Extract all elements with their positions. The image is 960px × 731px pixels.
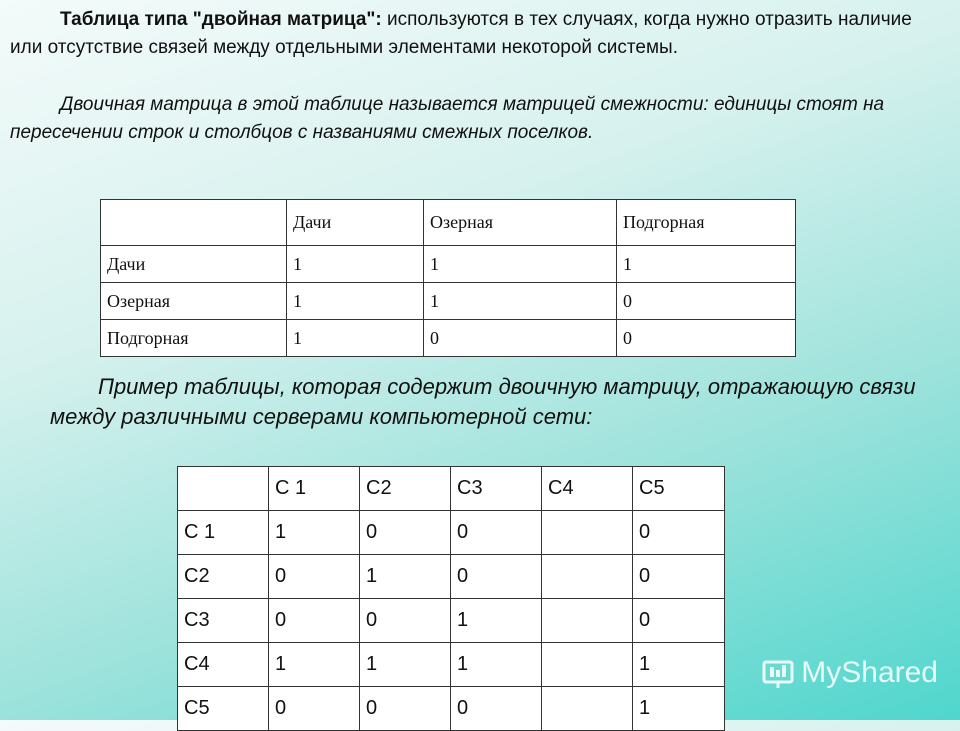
table-header-cell: Дачи [287, 200, 424, 246]
table-cell: 1 [287, 283, 424, 320]
adjacency-explanation-text: Двоичная матрица в этой таблице называется матрицей смежности: единицы стоят на пересечении строк и столбцов с названиями смежных поселков. [10, 94, 885, 143]
table-cell: 0 [451, 555, 542, 599]
table-cell [542, 555, 633, 599]
table-cell: 1 [451, 599, 542, 643]
row-label: С4 [178, 643, 269, 687]
table-cell: 1 [633, 643, 725, 687]
intro-paragraph [10, 6, 940, 62]
table-header-cell: Подгорная [617, 200, 796, 246]
table-header-row [101, 200, 796, 246]
table-header-cell: С5 [633, 467, 725, 511]
table-cell: 1 [269, 643, 360, 687]
adjacency-explanation [10, 91, 940, 147]
row-label: Подгорная [101, 320, 287, 357]
row-label: Озерная [101, 283, 287, 320]
table-cell: 0 [424, 320, 617, 357]
table-header-cell: Озерная [424, 200, 617, 246]
row-label: С2 [178, 555, 269, 599]
table-cell: 0 [451, 511, 542, 555]
table-cell: 0 [633, 511, 725, 555]
table-cell: 0 [269, 599, 360, 643]
table-row [101, 246, 796, 283]
table-header-cell: С 1 [269, 467, 360, 511]
example-text: Пример таблицы, которая содержит двоичную матрицу, отражающую связи между различными серверами компьютерной сети: [50, 374, 916, 429]
example-paragraph [50, 372, 930, 432]
table-cell [542, 687, 633, 731]
table-row [101, 283, 796, 320]
presentation-icon [761, 656, 795, 690]
intro-text: используются в тех случаях, когда нужно отразить наличие или отсутствие связей между отдельными элементами некоторой системы. [10, 9, 912, 58]
table-row [101, 320, 796, 357]
watermark-text: MyShared [801, 656, 938, 689]
table-cell: 1 [287, 320, 424, 357]
table-header-cell: С4 [542, 467, 633, 511]
table-cell: 0 [451, 687, 542, 731]
table-cell: 0 [617, 283, 796, 320]
table-cell: 1 [617, 246, 796, 283]
intro-bold: Таблица типа "двойная матрица": [60, 9, 382, 30]
table-header-cell [178, 467, 269, 511]
table-cell: 0 [360, 511, 451, 555]
table-cell: 1 [287, 246, 424, 283]
table-cell [542, 511, 633, 555]
table-row [178, 687, 725, 731]
table-cell: 0 [269, 555, 360, 599]
table-cell: 0 [360, 687, 451, 731]
table-header-cell: С3 [451, 467, 542, 511]
table-row [178, 643, 725, 687]
table-cell [542, 643, 633, 687]
table-cell [542, 599, 633, 643]
table-cell: 0 [269, 687, 360, 731]
table-cell: 0 [360, 599, 451, 643]
table-cell: 0 [617, 320, 796, 357]
table-cell: 1 [269, 511, 360, 555]
table-cell: 1 [360, 643, 451, 687]
table-cell: 1 [451, 643, 542, 687]
table-cell: 0 [633, 555, 725, 599]
table-cell: 0 [633, 599, 725, 643]
table-row [178, 599, 725, 643]
table-cell: 1 [360, 555, 451, 599]
table-cell: 1 [633, 687, 725, 731]
table-row [178, 555, 725, 599]
row-label: С5 [178, 687, 269, 731]
row-label: Дачи [101, 246, 287, 283]
table-cell: 1 [424, 246, 617, 283]
row-label: С 1 [178, 511, 269, 555]
server-table [177, 466, 725, 731]
table-header-cell [101, 200, 287, 246]
table-header-cell: С2 [360, 467, 451, 511]
table-header-row [178, 467, 725, 511]
row-label: С3 [178, 599, 269, 643]
watermark-logo [761, 656, 938, 690]
table-cell: 1 [424, 283, 617, 320]
adjacency-table [100, 199, 796, 357]
table-row [178, 511, 725, 555]
